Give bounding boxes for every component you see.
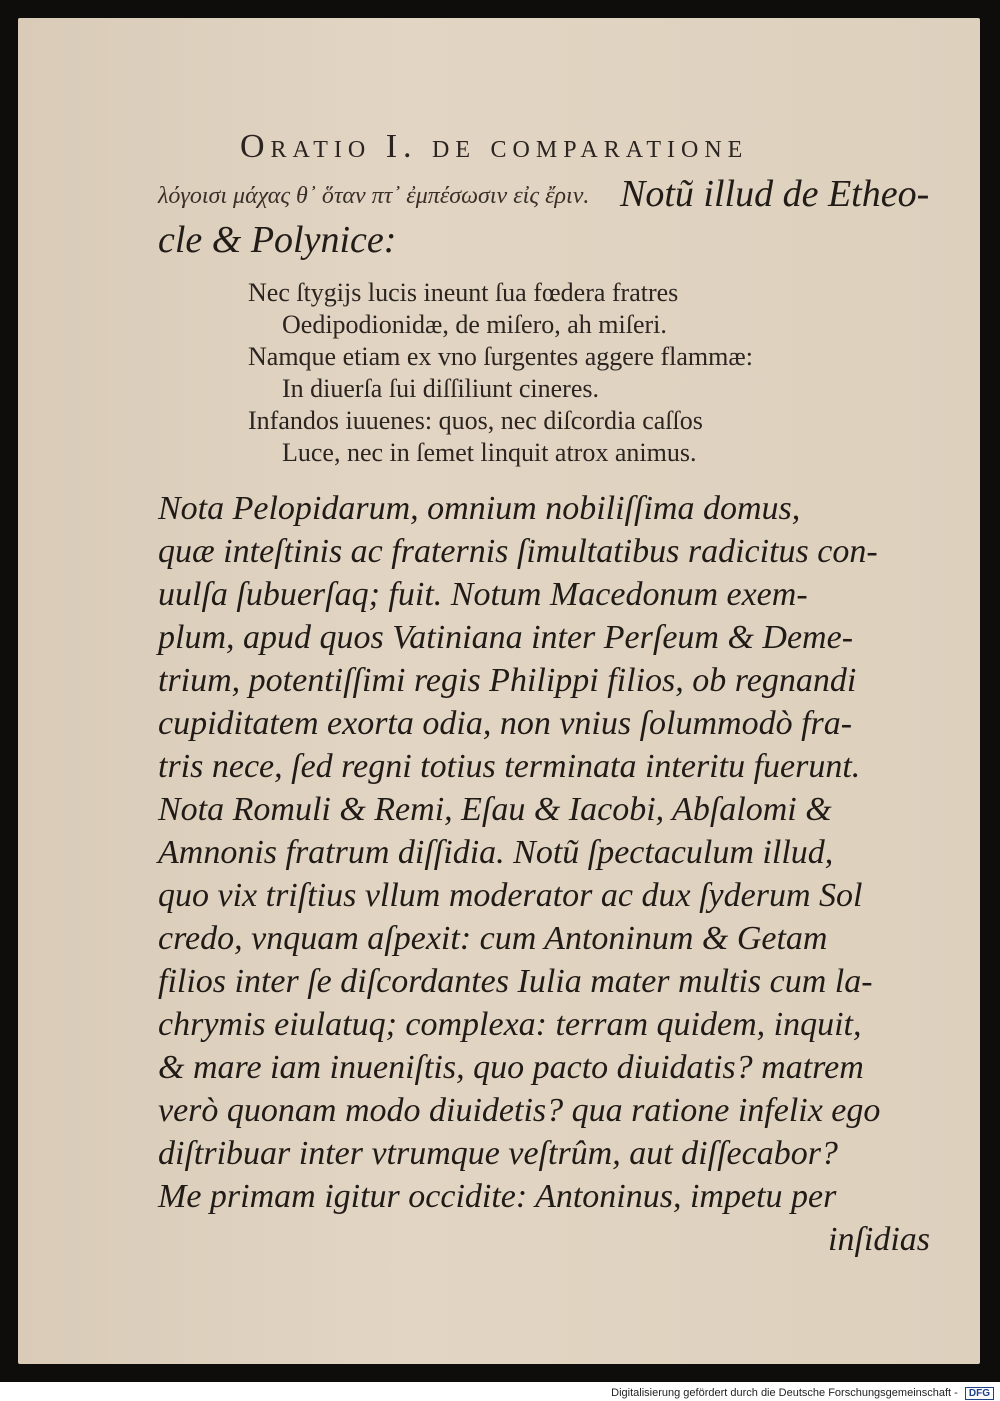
prose-line: trium, potentiſſimi regis Philippi filios, ob regnandi: [158, 662, 857, 699]
prose-line: quæ inteſtinis ac fraternis ſimultatibus radicitus con-: [158, 533, 878, 570]
verse-line: Infandos iuuenes: quos, nec diſcordia caſſos: [248, 406, 703, 435]
prose-line: Nota Romuli & Remi, Eſau & Iacobi, Abſalomi &: [158, 791, 832, 828]
prose-line: tris nece, ſed regni totius terminata interitu fuerunt.: [158, 748, 861, 785]
dfg-logo-icon: DFG: [965, 1387, 994, 1400]
prose-line: filios inter ſe diſcordantes Iulia mater multis cum la-: [158, 963, 873, 1000]
prose-line: diſtribuar inter vtrumque veſtrûm, aut diſſecabor?: [158, 1135, 838, 1172]
footer-text: Digitalisierung gefördert durch die Deutsche Forschungsgemeinschaft -: [611, 1387, 958, 1399]
prose-line: plum, apud quos Vatiniana inter Perſeum & Deme-: [158, 619, 854, 656]
verse-line: In diuerſa ſui diſſiliunt cineres.: [282, 374, 599, 403]
prose-line: uulſa ſubuerſaq; fuit. Notum Macedonum exem-: [158, 576, 808, 613]
prose-line: Amnonis fratrum diſſidia. Notũ ſpectaculum illud,: [158, 834, 834, 871]
digitization-footer: [611, 1387, 994, 1400]
verse-line: Nec ſtygijs lucis ineunt ſua fœdera fratres: [248, 278, 679, 307]
prose-line: Nota Pelopidarum, omnium nobiliſſima domus,: [158, 490, 801, 527]
prose-line: Me primam igitur occidite: Antoninus, impetu per: [158, 1178, 837, 1215]
catchword: inſidias: [828, 1221, 931, 1258]
verse-line: Luce, nec in ſemet linquit atrox animus.: [282, 438, 697, 467]
intro-line-1: Notũ illud de Etheo-: [620, 173, 930, 215]
intro-line-2: cle & Polynice:: [158, 219, 397, 261]
verse-line: Namque etiam ex vno ſurgentes aggere flammæ:: [248, 342, 753, 371]
prose-line: credo, vnquam aſpexit: cum Antoninum & Getam: [158, 920, 828, 957]
prose-line: quo vix triſtius vllum moderator ac dux ſyderum Sol: [158, 877, 863, 914]
prose-line: verò quonam modo diuidetis? qua ratione infelix ego: [158, 1092, 881, 1129]
verse-line: Oedipodionidæ, de miſero, ah miſeri.: [282, 310, 667, 339]
prose-line: cupiditatem exorta odia, non vnius ſolummodò fra-: [158, 705, 853, 742]
greek-quotation: λόγοισι μάχας θ᾽ ὅταν πτ᾽ ἐμπέσωσιν εἰς ἔριν.: [158, 183, 590, 209]
prose-line: & mare iam inueniſtis, quo pacto diuidatis? matrem: [158, 1049, 864, 1086]
running-head: Oratio I. de comparatione: [240, 128, 749, 165]
prose-line: chrymis eiulatuq; complexa: terram quidem, inquit,: [158, 1006, 862, 1043]
